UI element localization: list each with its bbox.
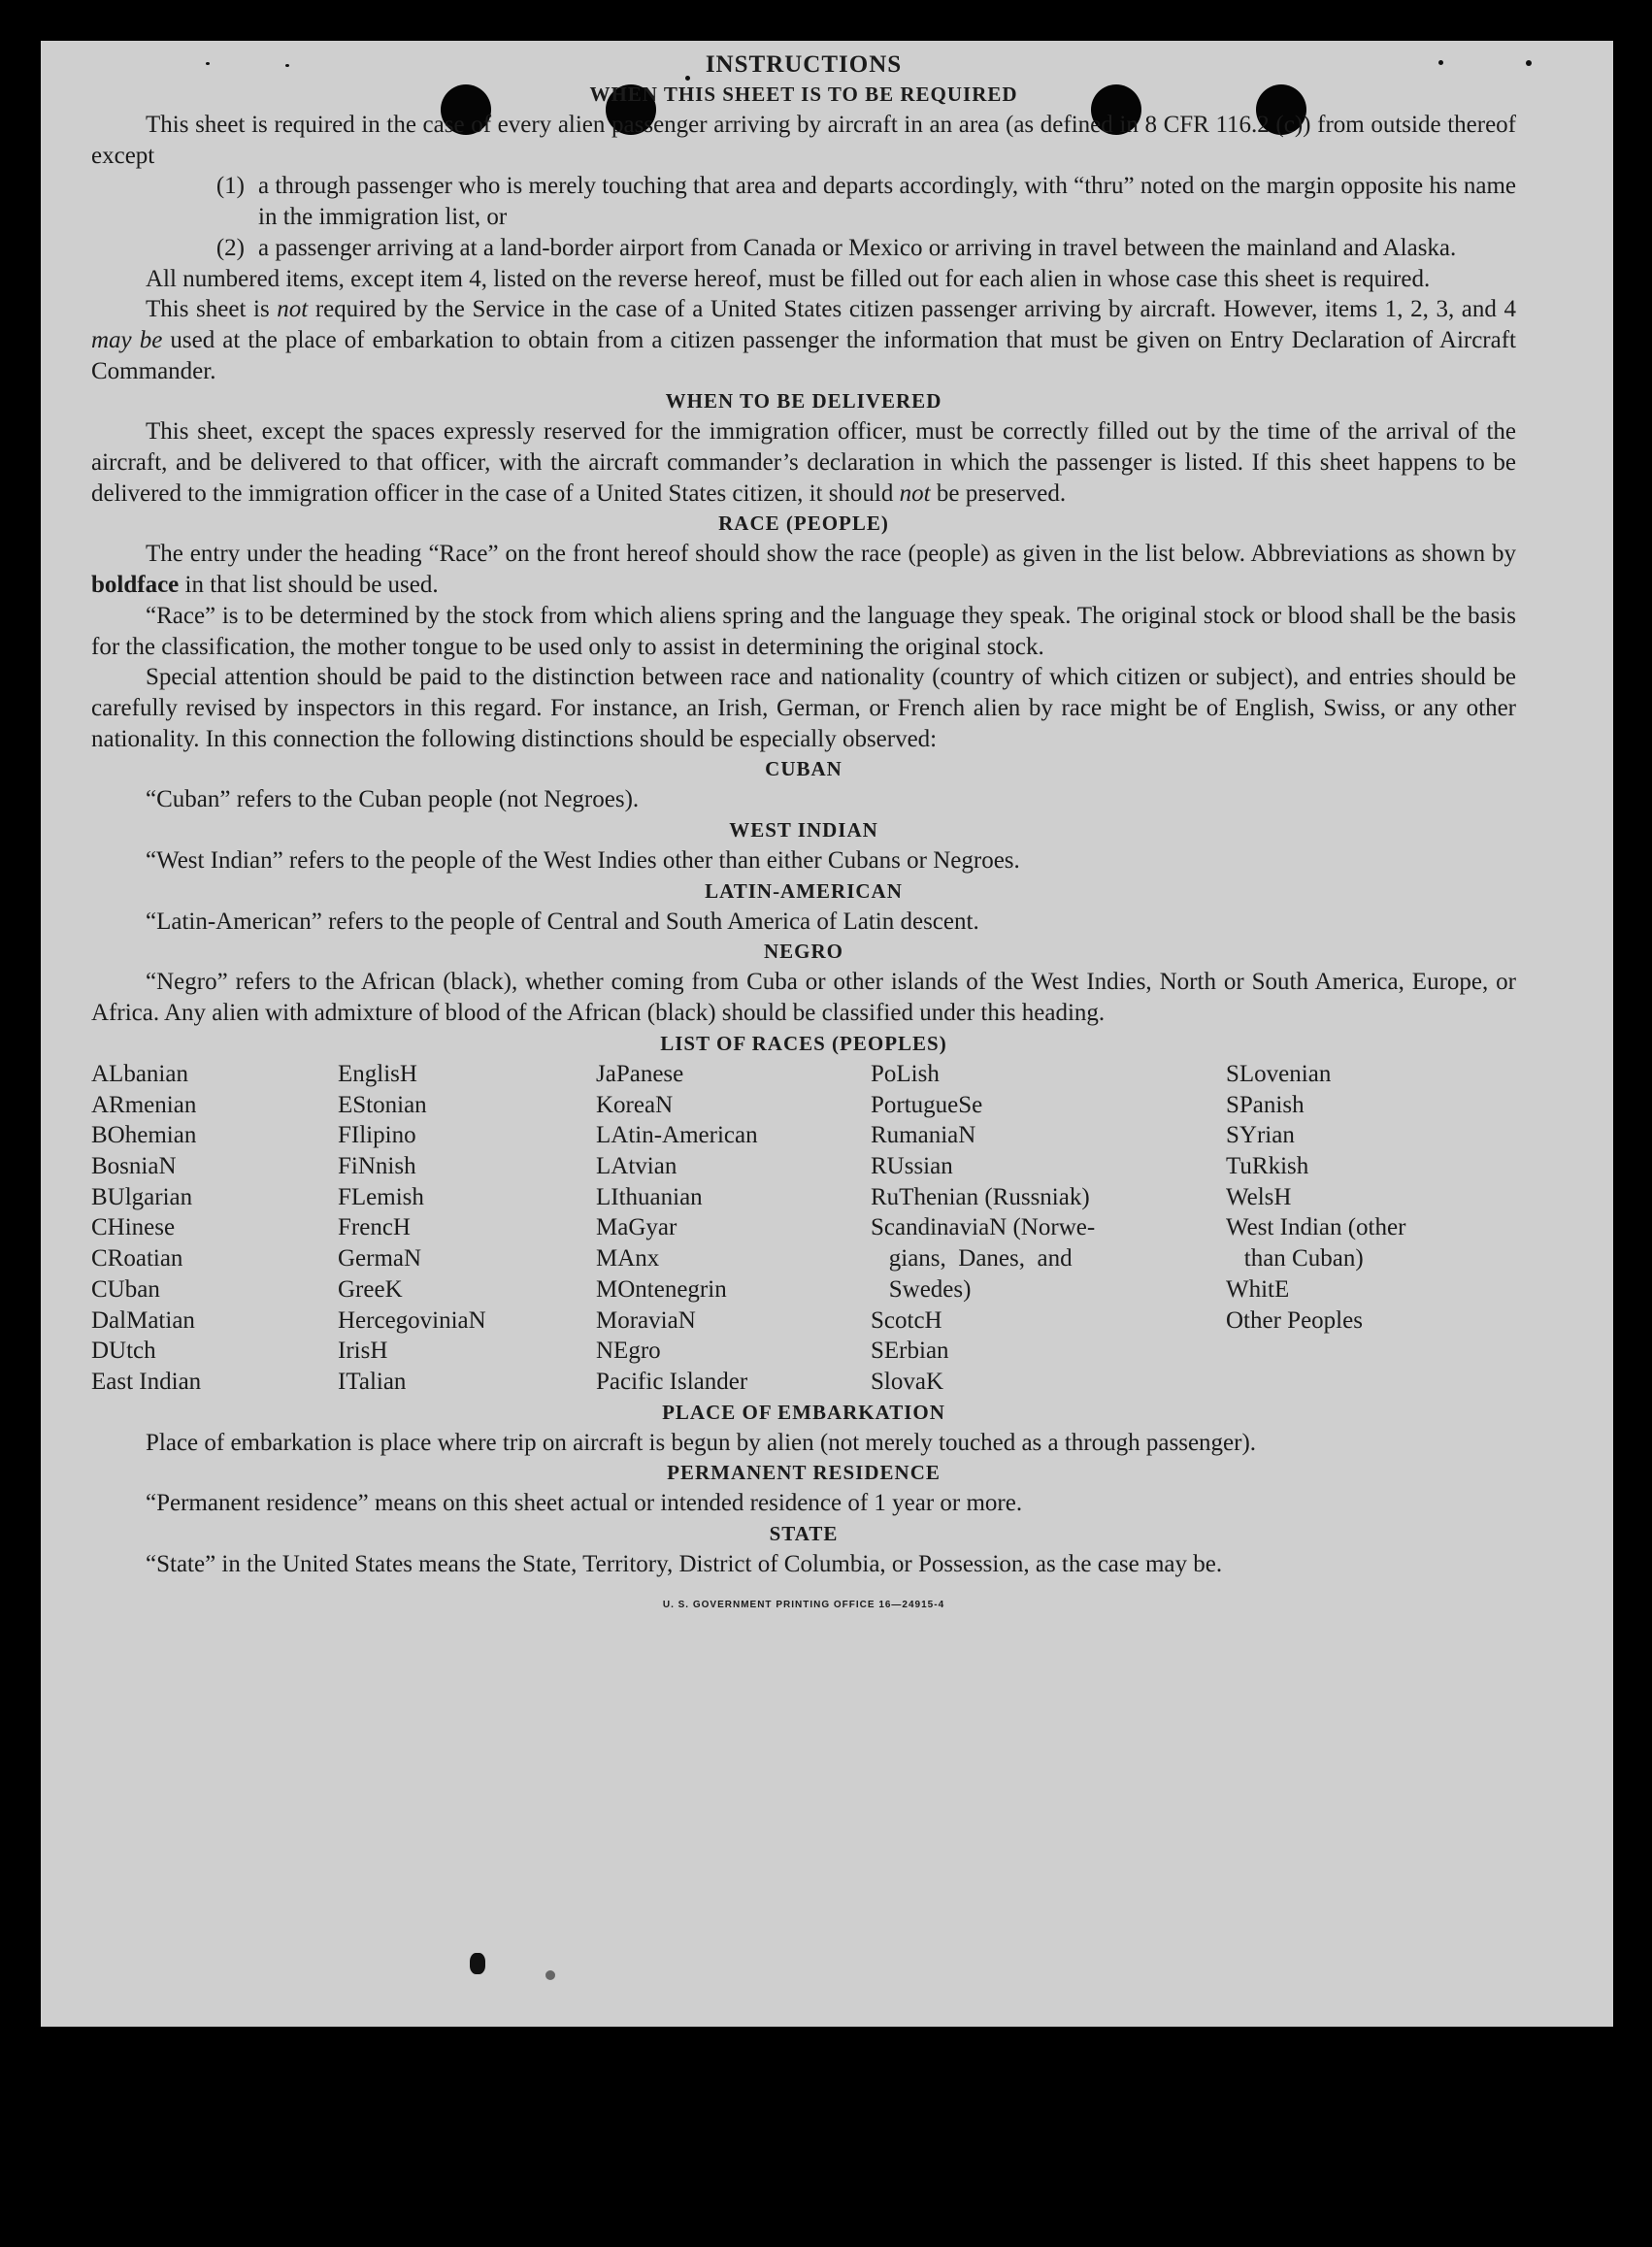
race-column (871, 1059, 1226, 1398)
paragraph: “Race” is to be determined by the stock from which aliens spring and the language they speak. The original stock or blood shall be the basis for the classification, the mother tongue to be used only to assist in determining the original stock. (91, 602, 1516, 660)
race-entry: LIthuanian (596, 1183, 703, 1210)
paragraph: All numbered items, except item 4, listed on the reverse hereof, must be filled out for each alien in whose case this sheet is required. (146, 265, 1431, 292)
paragraph: This sheet is required in the case of every alien passenger arriving by aircraft in an area (as defined in 8 CFR 116.2 (c)) from outside thereof except (91, 112, 1516, 169)
instructions-content (91, 50, 1516, 1620)
race-entry: LAtvian (596, 1152, 677, 1179)
race-entry: CRoatian (91, 1245, 183, 1272)
race-entry: SErbian (871, 1338, 949, 1365)
list-item (91, 233, 1516, 264)
race-entry: MoraviaN (596, 1306, 696, 1334)
race-entry: SYrian (1226, 1122, 1295, 1149)
race-column (91, 1059, 338, 1398)
section-heading-cuban: CUBAN (765, 757, 843, 781)
section-heading-list-of-races: LIST OF RACES (PEOPLES) (660, 1031, 947, 1055)
race-entry: Pacific Islander (596, 1368, 748, 1395)
race-entry: SLovenian (1226, 1060, 1332, 1087)
race-entry: BOhemian (91, 1122, 197, 1149)
race-entry: FLemish (338, 1183, 424, 1210)
race-entry: Other Peoples (1226, 1306, 1363, 1334)
race-entry: GreeK (338, 1275, 403, 1303)
race-entry: RUssian (871, 1152, 953, 1179)
race-entry: PortugueSe (871, 1091, 983, 1118)
ink-speck (545, 1970, 555, 1980)
section-heading-negro: NEGRO (763, 940, 843, 964)
race-entry: ScandinaviaN (Norwe- (871, 1214, 1096, 1241)
section-heading-latin-american: LATIN-AMERICAN (705, 878, 903, 903)
section-heading-west-indian: WEST INDIAN (729, 818, 878, 843)
race-entry: WelsH (1226, 1183, 1292, 1210)
race-list (91, 1059, 1516, 1398)
ink-speck (1526, 60, 1532, 66)
item-text: a passenger arriving at a land-border airport from Canada or Mexico or arriving in travel between the mainland and Alaska. (258, 234, 1457, 261)
paragraph: “Latin-American” refers to the people of Central and South America of Latin descent. (146, 908, 979, 935)
paragraph: Place of embarkation is place where trip on aircraft is begun by alien (not merely touched as a through passenger). (146, 1429, 1257, 1456)
race-entry: FiNnish (338, 1152, 416, 1179)
race-entry: MAnx (596, 1245, 660, 1272)
paragraph: This sheet is not required by the Service in the case of a United States citizen passenger arriving by aircraft. However, items 1, 2, 3, and 4 may be used at the place of embarkation to obtain from a citizen passenger the information that must be given on Entry Declaration of Aircraft Commander. (91, 296, 1517, 384)
race-entry: RumaniaN (871, 1122, 976, 1149)
race-entry: ScotcH (871, 1306, 942, 1334)
race-entry: KoreaN (596, 1091, 674, 1118)
section-heading-race: RACE (PEOPLE) (718, 512, 889, 536)
race-entry: BUlgarian (91, 1183, 193, 1210)
race-entry: DUtch (91, 1338, 156, 1365)
race-entry: EnglisH (338, 1060, 417, 1087)
race-entry: WhitE (1226, 1275, 1290, 1303)
paragraph: “State” in the United States means the State, Territory, District of Columbia, or Possession, as the case may be. (146, 1551, 1223, 1578)
race-column (338, 1059, 596, 1398)
race-entry: MOntenegrin (596, 1275, 727, 1303)
race-entry: DalMatian (91, 1306, 195, 1334)
paragraph: Special attention should be paid to the distinction between race and nationality (country of which citizen or subject), and entries should be carefully revised by inspectors in this regard. For instance, an Irish, German, or French alien by race might be of English, Swiss, or any other nationality. In this connection the following distinctions should be especially observed: (91, 664, 1516, 752)
race-entry: ALbanian (91, 1060, 188, 1087)
race-entry: NEgro (596, 1338, 661, 1365)
race-entry: ITalian (338, 1368, 407, 1395)
item-number: (2) (215, 234, 245, 261)
race-entry: SlovaK (871, 1368, 943, 1395)
race-entry: FrencH (338, 1214, 411, 1241)
printer-imprint: U. S. GOVERNMENT PRINTING OFFICE 16—24915-4 (662, 1599, 945, 1610)
item-text: a through passenger who is merely touching that area and departs accordingly, with “thru” noted on the margin opposite his name in the immigration list, or (258, 173, 1516, 231)
paragraph: “West Indian” refers to the people of the West Indies other than either Cubans or Negroes. (146, 847, 1020, 875)
section-heading-when-required: WHEN THIS SHEET IS TO BE REQUIRED (589, 83, 1018, 106)
paragraph: “Permanent residence” means on this sheet actual or intended residence of 1 year or more. (146, 1490, 1023, 1517)
paragraph: The entry under the heading “Race” on the front hereof should show the race (people) as given in the list below. Abbreviations as shown by boldface in that list should be used. (91, 541, 1516, 599)
race-entry: CUban (91, 1275, 160, 1303)
section-heading-when-delivered: WHEN TO BE DELIVERED (665, 389, 942, 413)
race-entry: ARmenian (91, 1091, 197, 1118)
race-entry: GermaN (338, 1245, 422, 1272)
race-entry: than Cuban) (1226, 1245, 1364, 1272)
list-item (91, 171, 1516, 232)
race-entry: gians, Danes, and (871, 1245, 1073, 1272)
race-entry: JaPanese (596, 1060, 684, 1087)
item-number: (1) (215, 173, 245, 200)
race-entry: PoLish (871, 1060, 940, 1087)
race-entry: LAtin-American (596, 1122, 758, 1149)
ink-speck (470, 1953, 485, 1974)
paragraph: “Cuban” refers to the Cuban people (not Negroes). (146, 786, 640, 813)
race-entry: West Indian (other (1226, 1214, 1406, 1241)
paragraph: This sheet, except the spaces expressly reserved for the immigration officer, must be correctly filled out by the time of the arrival of the aircraft, and be delivered to that officer, with the aircraft commander’s declaration in which the passenger is listed. If this sheet happens to be delivered to the immigration officer in the case of a United States citizen, it should not be preserved. (91, 418, 1516, 507)
section-heading-place-of-embarkation: PLACE OF EMBARKATION (662, 1400, 945, 1424)
race-entry: CHinese (91, 1214, 176, 1241)
race-entry: MaGyar (596, 1214, 677, 1241)
paragraph: “Negro” refers to the African (black), whether coming from Cuba or other islands of the West Indies, North or South America, Europe, or Africa. Any alien with admixture of blood of the African (black) should be classified under this heading. (91, 969, 1516, 1027)
page-title: INSTRUCTIONS (705, 51, 903, 78)
race-entry: East Indian (91, 1368, 202, 1395)
race-entry: EStonian (338, 1091, 427, 1118)
race-entry: FIlipino (338, 1122, 416, 1149)
section-heading-state: STATE (769, 1522, 839, 1546)
race-entry: TuRkish (1226, 1152, 1309, 1179)
race-column (1226, 1059, 1516, 1398)
race-entry: SPanish (1226, 1091, 1305, 1118)
race-entry: RuThenian (Russniak) (871, 1183, 1090, 1210)
race-entry: Swedes) (871, 1275, 972, 1303)
race-entry: BosniaN (91, 1152, 177, 1179)
section-heading-permanent-residence: PERMANENT RESIDENCE (667, 1461, 941, 1485)
race-entry: IrisH (338, 1338, 388, 1365)
race-entry: HercegoviniaN (338, 1306, 486, 1334)
race-column (596, 1059, 871, 1398)
